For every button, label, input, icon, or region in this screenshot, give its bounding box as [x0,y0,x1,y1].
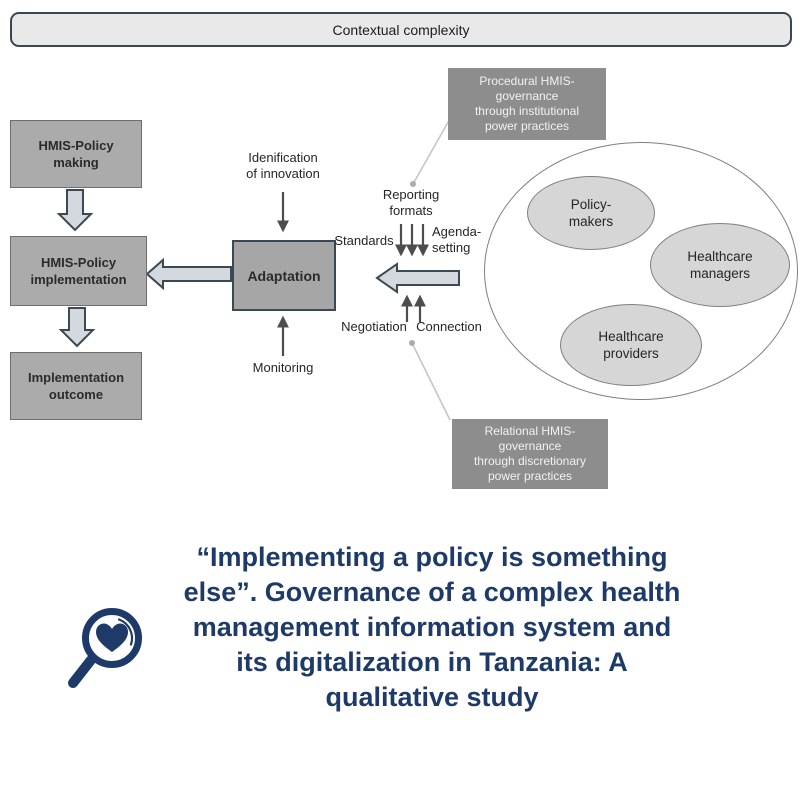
label-line: of innovation [246,165,320,181]
paper-title-line: qualitative study [325,682,539,712]
paper-title-line: its digitalization in Tanzania: A [236,647,628,677]
box-procedural-governance [448,68,606,140]
box-label-line: making [53,155,99,170]
label-connection [413,319,485,335]
label-line: setting [432,239,471,255]
actor-label-line: Healthcare [687,249,753,264]
paper-title-line: else”. Governance of a complex health [183,577,681,607]
label-negotiation [337,319,411,335]
gov-line: governance [495,89,559,103]
actor-label-line: Policy- [570,197,612,212]
label-monitoring [233,360,333,376]
paper-title [150,540,714,715]
block-arrow-down-2 [61,308,93,346]
gov-line: through institutional [474,104,580,118]
actor-label-line: managers [689,266,751,281]
box-label-line: HMIS-Policy [38,138,114,153]
box-label: Adaptation [247,267,321,284]
gov-line: governance [498,439,562,453]
relational-connector-dot [409,340,415,346]
box-relational-governance [452,419,608,489]
actor-policy-makers [527,176,655,250]
box-label-line: implementation [30,272,127,287]
box-label-line: Implementation [27,370,125,385]
actor-label-line: makers [568,214,614,229]
relational-connector-line [412,343,450,420]
paper-title-line: management information system and [192,612,672,642]
magnifier-heart-icon [58,595,158,697]
label-line: Agenda- [432,224,482,239]
box-label-line: HMIS-Policy [40,255,117,270]
gov-line: Relational HMIS- [484,424,576,438]
box-adaptation [232,240,336,311]
actor-label-line: Healthcare [598,329,664,344]
label-line: Negotiation [341,319,407,334]
label-identification-of-innovation [230,150,336,181]
label-line: Standards [334,233,394,248]
box-hmis-policy-making [10,120,142,188]
gov-line: power practices [487,469,573,483]
label-line: formats [389,202,433,218]
banner-label: Contextual complexity [332,21,470,38]
gov-line: power practices [484,119,570,133]
label-line: Idenification [248,150,318,165]
label-agenda-setting [432,224,488,255]
actor-healthcare-managers [650,223,790,307]
box-label-line: outcome [48,387,104,402]
block-arrow-down-1 [59,190,91,230]
gov-line: through discretionary [473,454,587,468]
procedural-connector-line [413,117,451,184]
block-arrow-left-big [377,264,459,292]
paper-title-line: “Implementing a policy is something [196,542,668,572]
actor-label-line: providers [603,346,659,361]
label-line: Reporting [382,187,440,202]
gov-line: Procedural HMIS- [479,74,575,88]
block-arrow-left-small [147,260,231,288]
label-line: Connection [416,319,482,334]
box-implementation-outcome [10,352,142,420]
actor-healthcare-providers [560,304,702,386]
label-standards [331,233,397,249]
box-hmis-policy-implementation [10,236,147,306]
label-reporting-formats [371,187,451,218]
label-line: Monitoring [252,360,314,375]
